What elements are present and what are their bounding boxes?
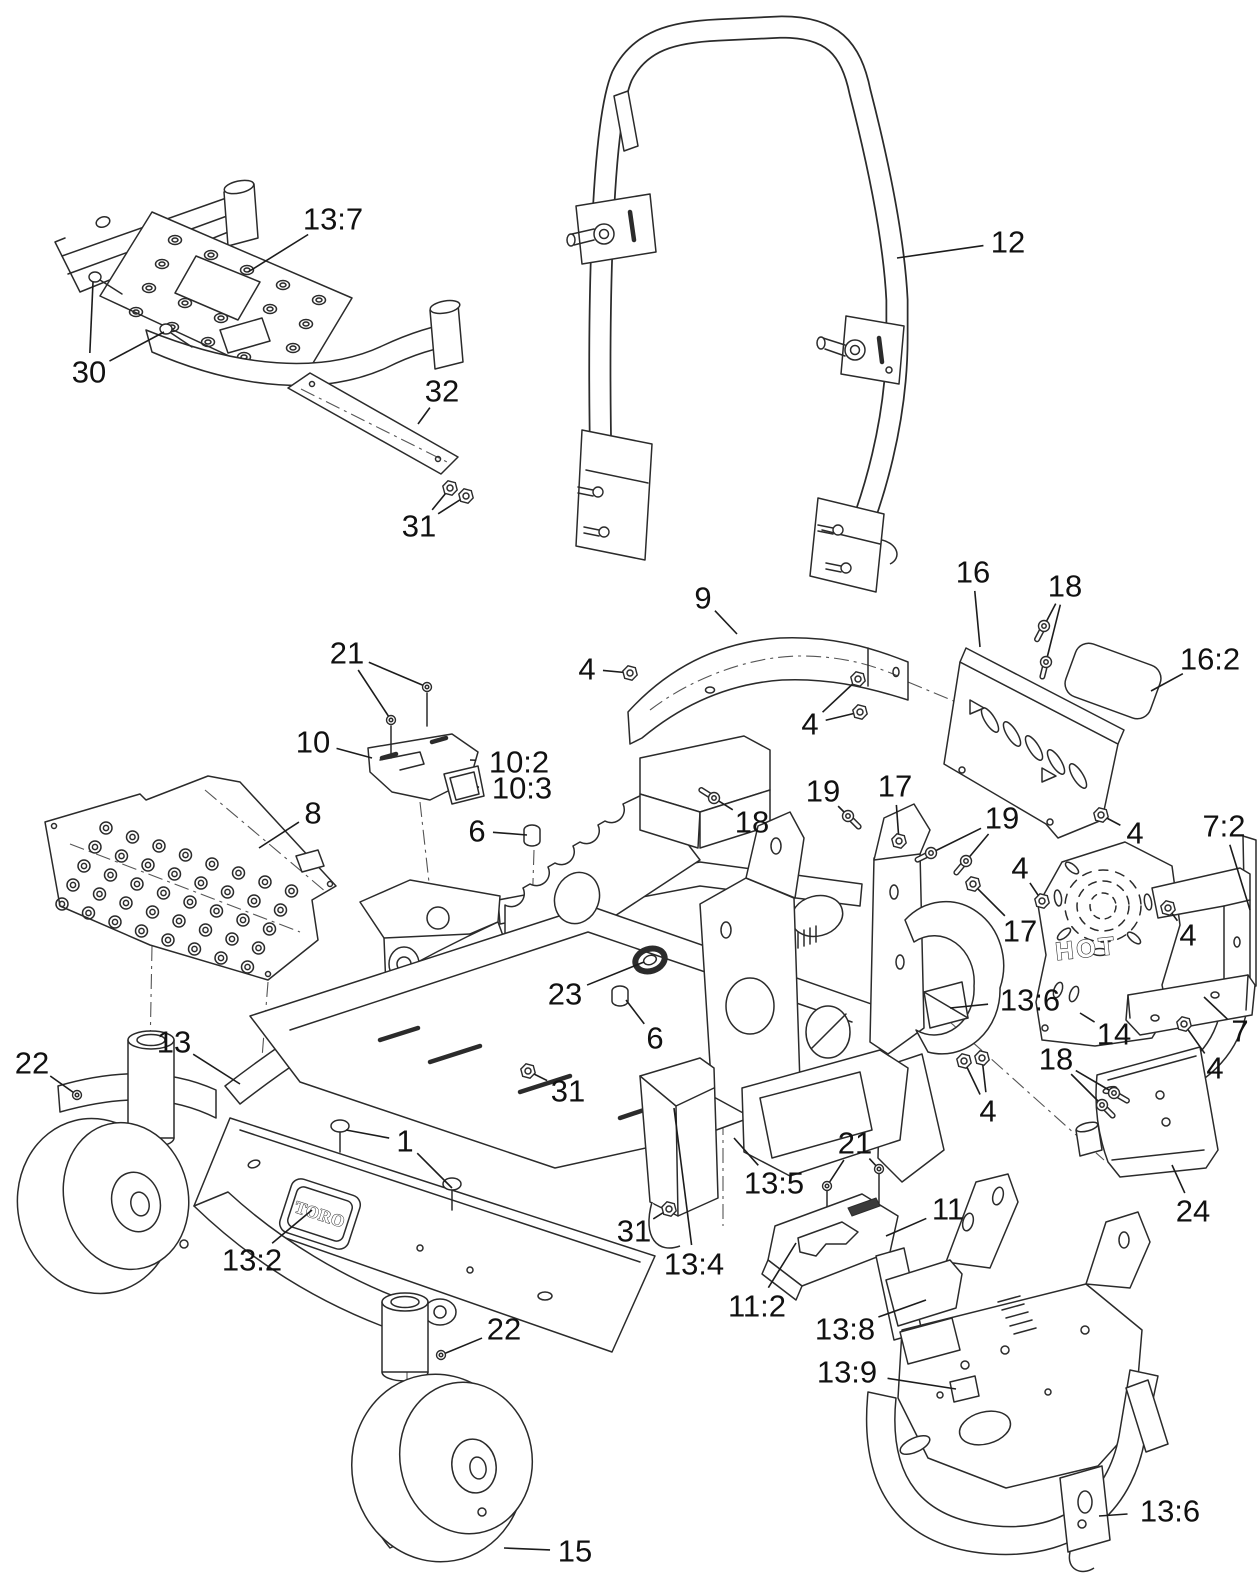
part-callout-label: 9: [694, 580, 712, 616]
floor-pan: [45, 776, 336, 980]
part-callout-label: 24: [1175, 1193, 1211, 1229]
callout-24: [1172, 1165, 1210, 1229]
nut-glyph: [1094, 808, 1108, 822]
part-callout-label: 13:2: [221, 1242, 283, 1278]
part-callout-label: 23: [547, 976, 583, 1012]
callout-16: [956, 555, 990, 648]
part-callout-label: 22: [486, 1311, 522, 1347]
callout-4: [578, 652, 637, 687]
part-callout-label: 7: [1231, 1013, 1249, 1049]
part-callout-label: 7:2: [1202, 808, 1246, 844]
callout-11: [886, 1192, 964, 1237]
support-bracket-9: [628, 638, 908, 744]
nut-glyph: [853, 705, 867, 719]
callout-16-2: [1151, 642, 1240, 692]
part-callout-label: 6: [468, 813, 486, 849]
part-callout-label: 4: [801, 706, 819, 742]
part-callout-label: 31: [616, 1213, 652, 1249]
part-callout-label: 13:9: [816, 1354, 878, 1390]
rear-frame-section: [867, 1174, 1168, 1571]
bolt-glyph: [709, 793, 720, 804]
screw-glyph: [387, 716, 396, 725]
nut-glyph: [1035, 894, 1049, 908]
front-frame-assembly: [55, 178, 463, 474]
callout-15: [504, 1534, 592, 1569]
callout-9: [694, 581, 737, 635]
part-callout-label: 31: [550, 1073, 586, 1109]
part-callout-label: 13:8: [814, 1311, 876, 1347]
bolt-glyph: [1039, 621, 1050, 632]
decal-10-3: [450, 772, 479, 800]
plug-6b: [612, 986, 628, 1006]
part-callout-label: 13:7: [302, 201, 364, 237]
callout-6: [468, 814, 527, 849]
part-callout-label: 21: [329, 635, 365, 671]
part-callout-label: 18: [1047, 568, 1083, 604]
part-callout-label: 10:3: [491, 770, 553, 806]
nut-glyph: [521, 1064, 535, 1078]
socket-13-6-rear: [1060, 1466, 1110, 1552]
part-callout-label: 19: [805, 773, 841, 809]
part-callout-label: 16:2: [1179, 641, 1241, 677]
screw-glyph: [437, 1351, 446, 1360]
callout-19: [918, 801, 1020, 873]
callout-4: [1011, 851, 1049, 909]
part-callout-label: 4: [979, 1093, 997, 1129]
part-callout-label: 4: [1206, 1050, 1224, 1086]
bolt-glyph: [1041, 657, 1052, 668]
bolt-glyph: [843, 811, 854, 822]
screw-glyph: [423, 683, 432, 692]
bolt-glyph: [961, 856, 972, 867]
screw-glyph: [73, 1091, 82, 1100]
part-callout-label: 4: [1179, 917, 1197, 953]
part-callout-label: 13:6: [999, 982, 1061, 1018]
part-callout-label: 13:6: [1139, 1493, 1201, 1529]
part-callout-label: 21: [837, 1125, 873, 1161]
part-callout-label: 4: [1126, 815, 1144, 851]
nut-glyph: [623, 666, 637, 680]
nut-glyph: [966, 877, 980, 891]
bolt-glyph: [1109, 1088, 1120, 1099]
callout-19: [806, 774, 859, 827]
part-callout-label: 19: [984, 800, 1020, 836]
nut-glyph: [1177, 1017, 1191, 1031]
part-callout-label: 8: [304, 795, 322, 831]
part-callout-label: 16: [955, 554, 991, 590]
part-callout-label: 11:2: [727, 1288, 787, 1324]
callout-12: [897, 225, 1025, 260]
plug-1b: [443, 1178, 461, 1190]
nut-glyph: [662, 1202, 676, 1216]
cover-plate-16: [944, 639, 1165, 838]
part-callout-label: 11: [931, 1191, 965, 1227]
toro-decal-text: TORO: [292, 1197, 348, 1232]
nut-glyph: [975, 1051, 989, 1065]
part-callout-label: 13: [156, 1024, 192, 1060]
callout-31: [402, 481, 473, 544]
part-callout-label: 4: [1011, 850, 1029, 886]
part-callout-label: 15: [557, 1533, 593, 1569]
support-bracket-10: [368, 693, 484, 804]
nut-glyph: [892, 834, 906, 848]
part-callout-label: 6: [646, 1020, 664, 1056]
part-callout-label: 30: [71, 354, 107, 390]
callout-13-7: [248, 202, 363, 273]
callout-21: [330, 636, 432, 725]
bumper-bracket-24: [1075, 1047, 1218, 1177]
part-callout-label: 31: [401, 508, 437, 544]
nut-glyph: [851, 672, 865, 686]
part-callout-label: 14: [1096, 1016, 1132, 1052]
rollbar-assembly: [567, 27, 904, 592]
part-callout-label: 22: [14, 1045, 50, 1081]
bolt-glyph: [1097, 1100, 1108, 1111]
part-callout-label: 1: [396, 1123, 414, 1159]
part-callout-label: 10: [295, 724, 331, 760]
part-callout-label: 18: [734, 804, 770, 840]
callout-10: [296, 725, 372, 760]
nut-glyph: [957, 1054, 971, 1068]
nut-glyph: [459, 489, 473, 503]
callout-4: [957, 1051, 997, 1129]
screw-glyph: [823, 1182, 832, 1191]
part-callout-label: 4: [578, 651, 596, 687]
part-callout-label: 18: [1038, 1041, 1074, 1077]
nut-glyph: [443, 481, 457, 495]
part-callout-label: 12: [990, 224, 1026, 260]
part-callout-label: 17: [877, 768, 913, 804]
part-callout-label: 10:2: [488, 744, 550, 780]
bolt-glyph: [926, 848, 937, 859]
part-callout-label: 13:5: [743, 1165, 805, 1201]
part-callout-label: 13:4: [663, 1246, 725, 1282]
part-callout-label: 17: [1002, 913, 1038, 949]
nut-glyph: [1161, 901, 1175, 915]
callout-22: [15, 1046, 82, 1100]
hot-decal-text: HOT: [1054, 931, 1119, 967]
callout-32: [418, 374, 459, 425]
part-callout-label: 32: [424, 373, 460, 409]
screw-glyph: [875, 1165, 884, 1174]
